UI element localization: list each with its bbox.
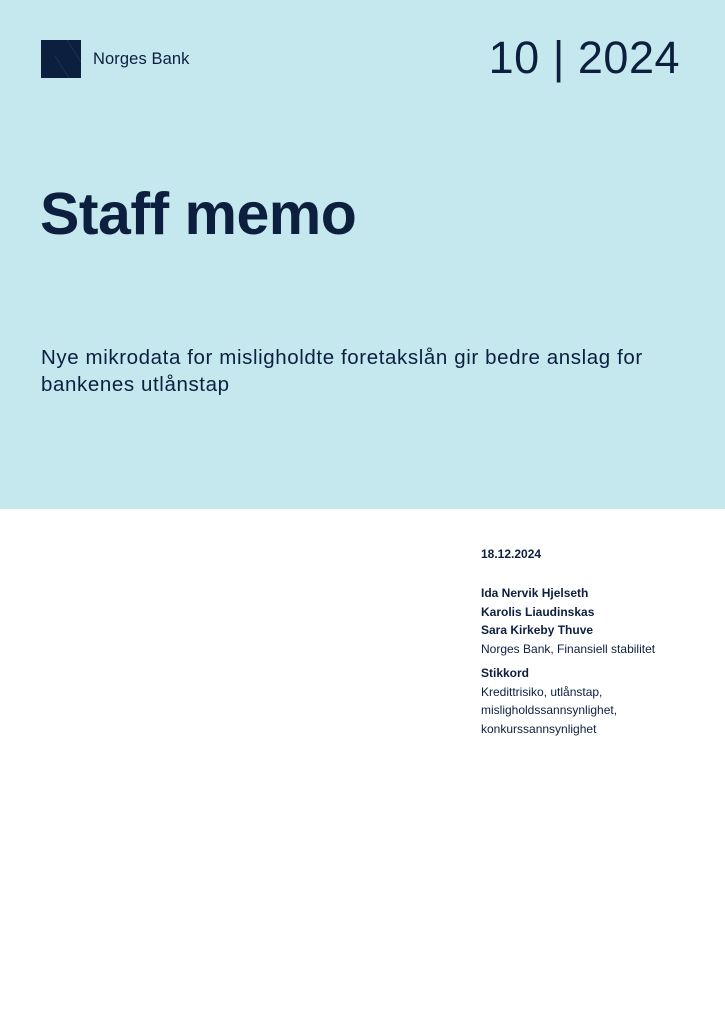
keywords-heading: Stikkord [481, 666, 530, 680]
author-name: Ida Nervik Hjelseth [481, 586, 589, 600]
author-name: Sara Kirkeby Thuve [481, 623, 594, 637]
memo-subtitle: Nye mikrodata for misligholdte foretakslån gir bedre anslag for bankenes utlånstap [41, 346, 643, 396]
memo-metadata [481, 545, 711, 738]
norges-bank-n-icon [41, 40, 81, 78]
publication-date: 18.12.2024 [481, 547, 542, 561]
keywords-line: konkurssannsynlighet [481, 721, 597, 736]
keywords-line: misligholdssannsynlighet, [481, 703, 618, 717]
author-affiliation: Norges Bank, Finansiell stabilitet [481, 641, 656, 656]
norges-bank-logo [41, 40, 189, 78]
logo-text: Norges Bank [93, 49, 190, 68]
issue-number: 10 | 2024 [488, 32, 680, 83]
author-name: Karolis Liaudinskas [481, 604, 595, 619]
keywords-line: Kredittrisiko, utlånstap, [481, 684, 603, 699]
cover-panel [0, 0, 725, 509]
page-title: Staff memo [40, 181, 357, 247]
